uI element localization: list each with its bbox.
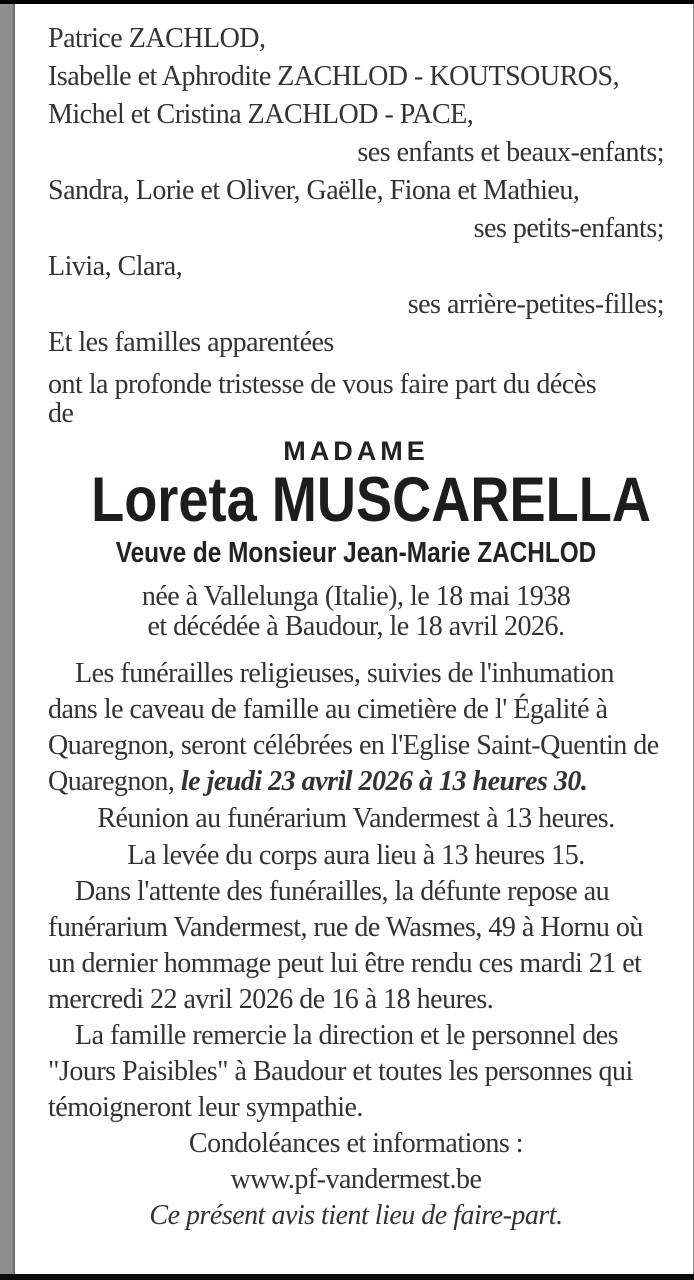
condolences-label: Condoléances et informations : bbox=[188, 1128, 524, 1159]
ceremony-details bbox=[48, 800, 664, 874]
funeral-paragraph bbox=[48, 656, 664, 800]
family-line: Livia, Clara, bbox=[48, 251, 183, 282]
funeral-date-line bbox=[48, 764, 664, 800]
repose-line: Dans l'attente des funérailles, la défunte repose au bbox=[75, 876, 610, 907]
bottom-border-bar bbox=[0, 1274, 694, 1280]
birth-line: née à Vallelunga (Italie), le 18 mai 1938 bbox=[141, 581, 571, 612]
announcement-intro bbox=[48, 370, 664, 428]
civility-title: MADAME bbox=[283, 436, 429, 466]
intro-line: ont la profonde tristesse de vous faire part du décès bbox=[48, 369, 597, 400]
family-line: Michel et Cristina ZACHLOD - PACE, bbox=[48, 99, 474, 130]
repose-line: un dernier hommage peut lui être rendu ces mardi 21 et bbox=[48, 948, 642, 979]
relation-line: ses petits-enfants; bbox=[473, 213, 664, 244]
funeral-line: Les funérailles religieuses, suivies de l'inhumation bbox=[75, 658, 614, 689]
left-gray-strip bbox=[0, 4, 15, 1274]
funeral-line: Quaregnon, seront célébrées en l'Eglise Saint-Quentin de bbox=[48, 730, 659, 761]
death-line: et décédée à Baudour, le 18 avril 2026. bbox=[147, 611, 565, 642]
repose-line: mercredi 22 avril 2026 de 16 à 18 heures. bbox=[48, 984, 494, 1015]
funeral-date-prefix: Quaregnon, bbox=[48, 766, 181, 797]
widow-subtitle: Veuve de Monsieur Jean-Marie ZACHLOD bbox=[115, 537, 597, 569]
thanks-line: La famille remercie la direction et le personnel des bbox=[75, 1020, 619, 1051]
thanks-paragraph bbox=[48, 1018, 664, 1126]
levee-line: La levée du corps aura lieu à 13 heures 15. bbox=[127, 840, 585, 871]
family-line: Sandra, Lorie et Oliver, Gaëlle, Fiona et Mathieu, bbox=[48, 175, 580, 206]
relation-line: ses enfants et beaux-enfants; bbox=[357, 137, 664, 168]
family-line: Isabelle et Aphrodite ZACHLOD - KOUTSOUROS, bbox=[48, 61, 620, 92]
repose-paragraph bbox=[48, 874, 664, 1018]
thanks-line: témoigneront leur sympathie. bbox=[48, 1092, 363, 1123]
family-line: Patrice ZACHLOD, bbox=[48, 23, 266, 54]
intro-line: de bbox=[48, 398, 74, 429]
birth-death-block bbox=[48, 582, 664, 642]
family-line: Et les familles apparentées bbox=[48, 327, 334, 358]
notice-line: Ce présent avis tient lieu de faire-part. bbox=[149, 1200, 563, 1231]
thanks-line: "Jours Paisibles" à Baudour et toutes les personnes qui bbox=[48, 1056, 633, 1087]
funeral-line: dans le caveau de famille au cimetière de l' Égalité à bbox=[48, 694, 608, 725]
meeting-line: Réunion au funérarium Vandermest à 13 heures. bbox=[97, 803, 615, 834]
deceased-name: Loreta MUSCARELLA bbox=[91, 465, 651, 535]
repose-line: funérarium Vandermest, rue de Wasmes, 49 à Hornu où bbox=[48, 912, 643, 943]
condolences-block bbox=[48, 1126, 664, 1234]
obituary-notice bbox=[15, 4, 693, 1274]
funeral-date-emphasis: le jeudi 23 avril 2026 à 13 heures 30. bbox=[180, 766, 588, 797]
family-names-block bbox=[48, 20, 664, 362]
relation-line: ses arrière-petites-filles; bbox=[407, 289, 664, 320]
website-url: www.pf-vandermest.be bbox=[230, 1164, 482, 1195]
